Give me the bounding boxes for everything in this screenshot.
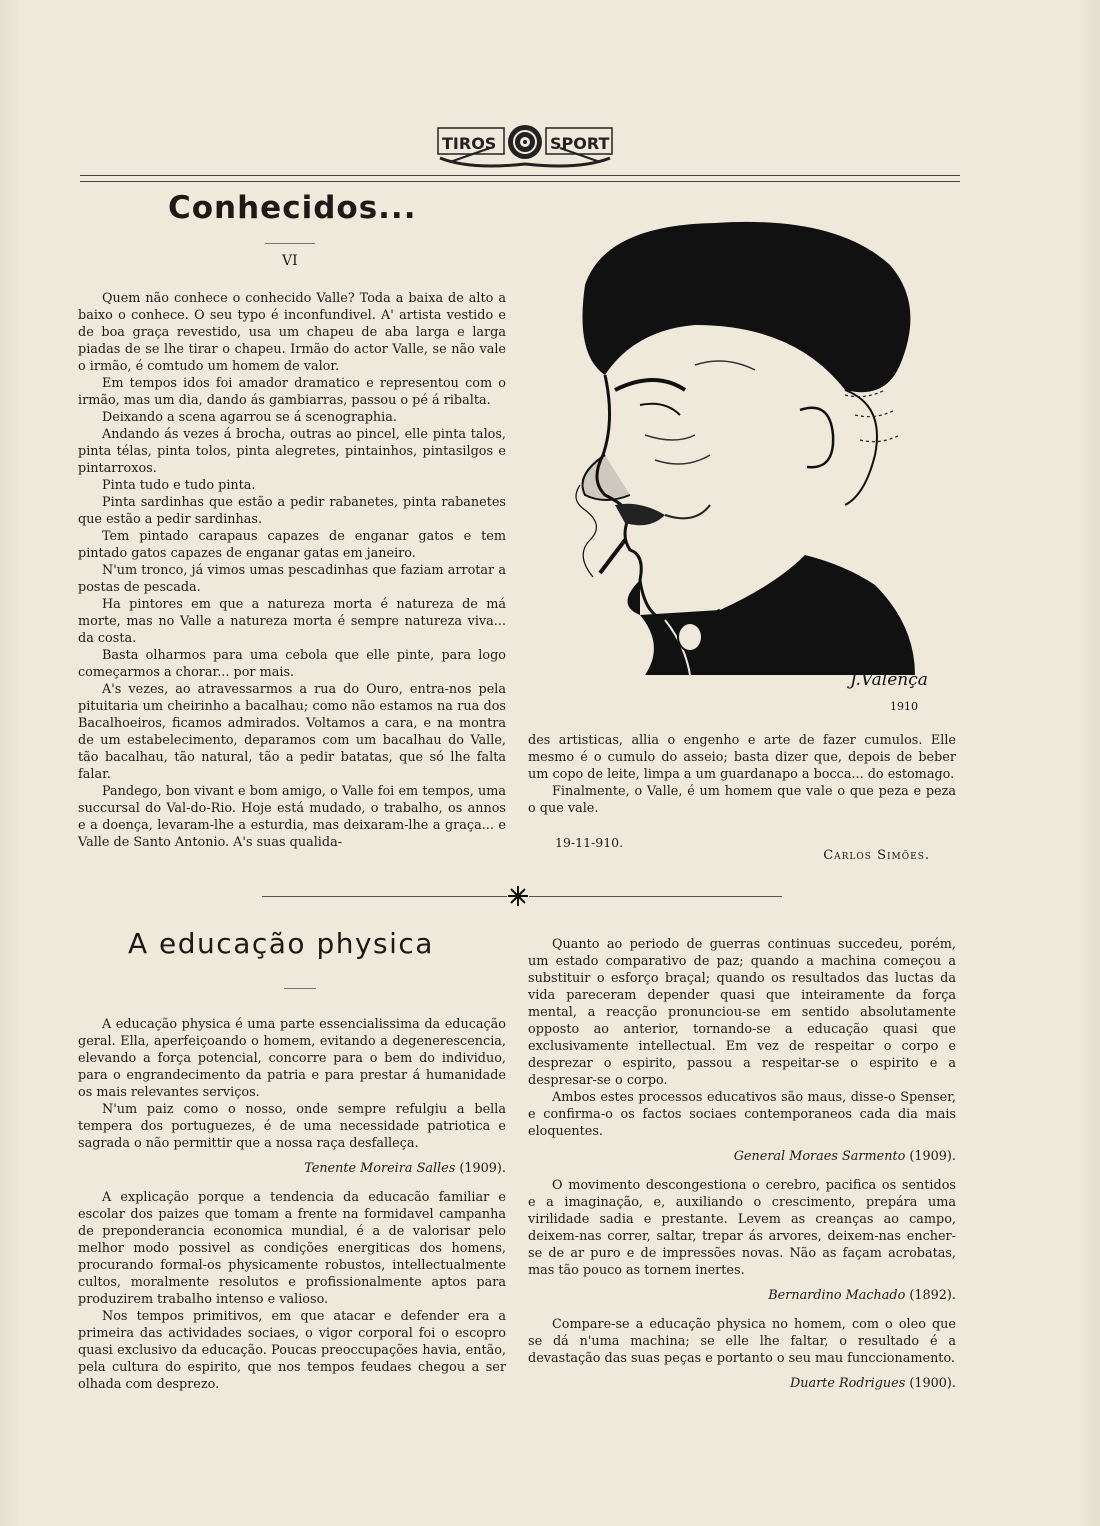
paragraph: Em tempos idos foi amador dramatico e representou com o irmão, mas um dia, dando ás gambiarras, passou o pé á ribalta.	[78, 376, 506, 408]
caricature-illustration	[545, 205, 950, 725]
paragraph: Ha pintores em que a natureza morta é natureza de má morte, mas no Valle a natureza morta é sempre natureza viva... da costa.	[78, 597, 506, 646]
article1-right-column	[528, 732, 956, 817]
masthead-logo	[430, 118, 620, 170]
paragraph: Andando ás vezes á brocha, outras ao pincel, elle pinta talos, pinta télas, pinta tolos, pinta alegretes, pintainhos, pintasilgos e pintarroxos.	[78, 427, 506, 476]
paragraph: Pinta tudo e tudo pinta.	[102, 478, 256, 493]
paragraph: A educação physica é uma parte essencialissima da educação geral. Ella, aperfeiçoando o homem, evitando a degenerescencia, elevando a força potencial, concorre para o bem do individuo, para o engrandecimento da patria e para prestar á humanidade os mais relevantes serviços.	[78, 1017, 506, 1100]
citation: Tenente Moreira Salles (1909).	[304, 1161, 506, 1176]
article-date: 19-11-910.	[555, 835, 624, 850]
paragraph: A explicação porque a tendencia da educacão familiar e escolar dos paizes que tomam a frente na formidavel campanha de preponderancia economica mundial, é a de valorisar pelo melhor modo possivel as condições energiticas dos homens, procurando formal-os physicamente robustos, intellectualmente cultos, moralmente resolutos e profissionalmente aptos para produzirem trabalho intenso e valioso.	[78, 1190, 506, 1307]
paragraph: N'um tronco, já vimos umas pescadinhas que faziam arrotar a postas de pescada.	[78, 563, 506, 595]
paragraph: Nos tempos primitivos, em que atacar e defender era a primeira das actividades sociaes, o vigor corporal foi o escopro quasi exclusivo da educação. Poucas preoccupações havia, então, pela cultura do espirito, que nos tempos feudaes chegou a ser olhada com desprezo.	[78, 1309, 506, 1392]
citation: Bernardino Machado (1892).	[768, 1288, 956, 1303]
paragraph: N'um paiz como o nosso, onde sempre refulgiu a bella tempera dos portuguezes, é de uma necessidade patriotica e sagrada o não permittir que a nossa raça desfalleça.	[78, 1102, 506, 1151]
paragraph: Pandego, bon vivant e bom amigo, o Valle foi em tempos, uma succursal do Val-do-Rio. Hoje está mudado, o trabalho, os annos e a doença, levaram-lhe a esturdia, mas deixaram-lhe a graça... e Valle de Santo Antonio. A's suas qualida-	[78, 784, 506, 850]
title-short-rule	[284, 988, 316, 989]
title-short-rule	[265, 243, 315, 244]
svg-text:TIROS: TIROS	[442, 134, 497, 153]
illustration-year: 1910	[890, 700, 918, 713]
paragraph: Deixando a scena agarrou se á scenographia.	[102, 410, 397, 425]
citation: Duarte Rodrigues (1900).	[789, 1376, 956, 1391]
citation: General Moraes Sarmento (1909).	[733, 1149, 956, 1164]
paragraph: Quanto ao periodo de guerras continuas succedeu, porém, um estado comparativo de paz; quando a machina começou a substituir o esforço braçal; quando os resultados das luctas da vida pareceram depender quasi que inteiramente da força mental, a reacção pronunciou-se em sentido absolutamente opposto ao anterior, tornando-se a educação quasi que exclusivamente intellectual. Em vez de respeitar o corpo e desprezar o espirito, passou a respeitar-se o espirito e a despresar-se o corpo.	[528, 937, 956, 1088]
article-author: Carlos Simões.	[823, 848, 930, 863]
illustration-signature: J.Valença	[850, 670, 928, 690]
paragraph: Tem pintado carapaus capazes de enganar gatos e tem pintado gatos capazes de enganar gatas em janeiro.	[78, 529, 506, 561]
article2-right-column	[528, 936, 956, 1404]
paragraph: Finalmente, o Valle, é um homem que vale o que peza e peza o que vale.	[528, 784, 956, 816]
article1-left-column	[78, 290, 506, 851]
ornament-icon	[507, 885, 529, 907]
paragraph: O movimento descongestiona o cerebro, pacifica os sentidos e a imaginação, e, auxiliando o crescimento, prepára uma virilidade sadia e prestante. Levem as creanças ao campo, deixem-nas correr, saltar, trepar ás arvores, deixem-nas encher-se de ar puro e de impressões novas. Não as façam acrobatas, mas tão pouco as tornem inertes.	[528, 1178, 956, 1278]
paragraph: Pinta sardinhas que estão a pedir rabanetes, pinta rabanetes que estão a pedir sardinhas.	[78, 495, 506, 527]
paragraph: Compare-se a educação physica no homem, com o oleo que se dá n'uma machina; se elle lhe faltar, o resultado é a devastação das suas peças e portanto o seu mau funccionamento.	[528, 1317, 956, 1366]
paragraph: Basta olharmos para uma cebola que elle pinte, para logo começarmos a chorar... por mais.	[78, 648, 506, 680]
paragraph: Ambos estes processos educativos são maus, disse-o Spenser, e confirma-o os factos sociaes contemporaneos cada dia mais eloquentes.	[528, 1090, 956, 1139]
article2-left-column	[78, 1016, 506, 1393]
paragraph: Quem não conhece o conhecido Valle? Toda a baixa de alto a baixo o conhece. O seu typo é inconfundivel. A' artista vestido e de boa graça revestido, usa um chapeu de aba larga e larga piadas de se lhe tirar o chapeu. Irmão do actor Valle, se não vale o irmão, é comtudo um homem de valor.	[78, 291, 506, 374]
article-number: VI	[282, 253, 298, 269]
svg-text:SPORT: SPORT	[550, 134, 610, 153]
article-title: Conhecidos...	[168, 190, 417, 226]
paragraph: A's vezes, ao atravessarmos a rua do Ouro, entra-nos pela pituitaria um cheirinho a bacalhau; como não estamos na rua dos Bacalhoeiros, ficamos admirados. Voltamos a cara, e na montra de um estabelecimento, deparamos com um bacalhau do Valle, tão bacalhau, tão natural, tão a pedir batatas, que só lhe falta falar.	[78, 682, 506, 782]
header-double-rule	[80, 175, 960, 182]
article-title: A educação physica	[128, 927, 434, 960]
paragraph: des artisticas, allia o engenho e arte de fazer cumulos. Elle mesmo é o cumulo do asseio; basta dizer que, depois de beber um copo de leite, limpa a um guardanapo a bocca... do estomago.	[528, 733, 956, 782]
